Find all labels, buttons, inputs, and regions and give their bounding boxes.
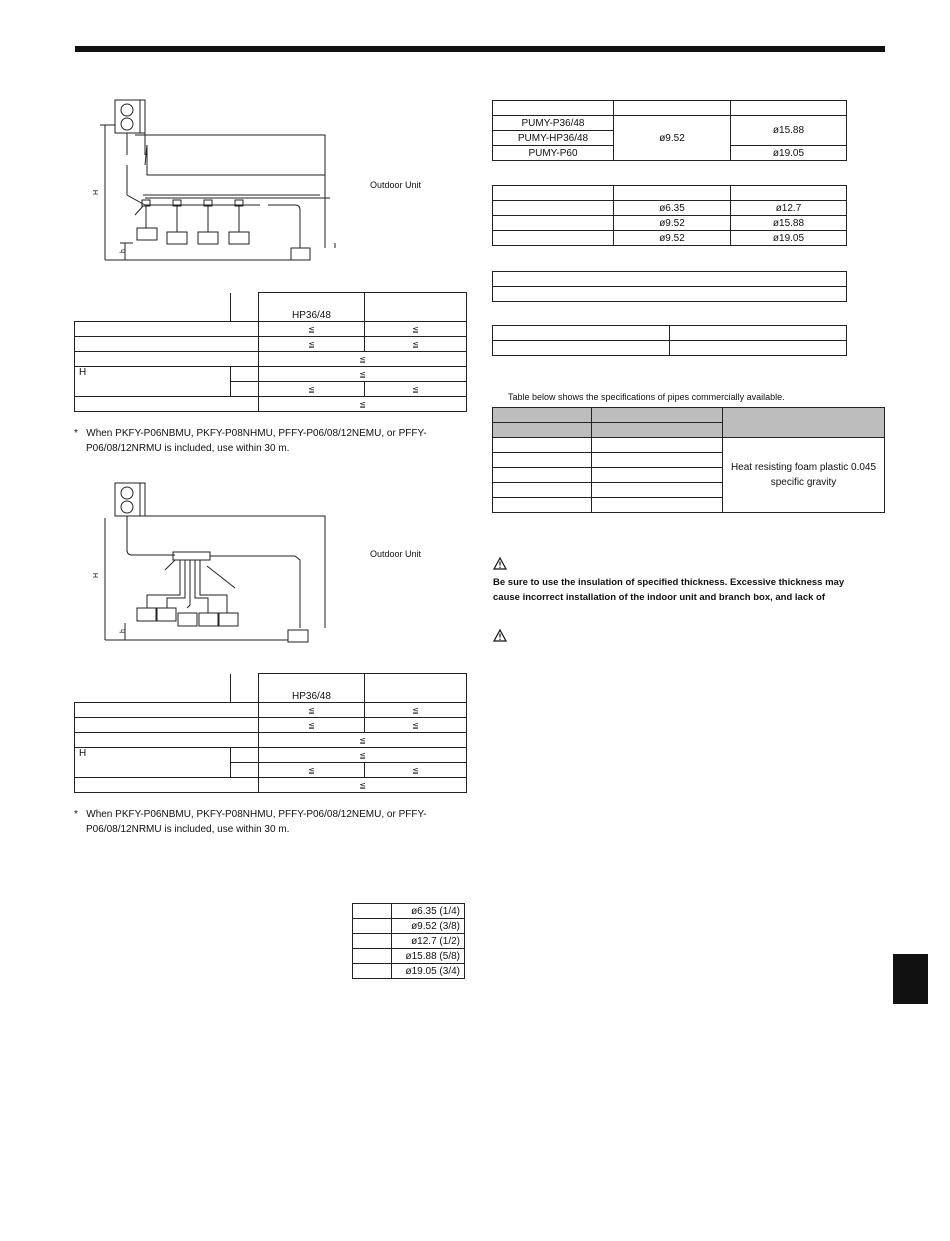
gas-size-cell: ø15.88 bbox=[731, 116, 847, 146]
table-header-cell: HP36/48 bbox=[259, 293, 365, 322]
insulation-text: specific gravity bbox=[770, 477, 837, 488]
small-height-label: h bbox=[120, 629, 127, 633]
le-symbol: ≦ bbox=[259, 322, 365, 337]
le-symbol: ≦ bbox=[259, 382, 365, 397]
spec-intro-text: Table below shows the specifications of pipes commercially available. bbox=[508, 392, 785, 402]
footnote-line: When PKFY-P06NBMU, PKFY-P08NHMU, PFFY-P06/08/12NEMU, or PFFY- bbox=[86, 809, 427, 820]
liquid-size-cell: ø6.35 bbox=[614, 201, 731, 216]
table-header-cell: HP36/48 bbox=[259, 674, 365, 703]
le-symbol: ≦ bbox=[364, 718, 466, 733]
insulation-spec-table bbox=[492, 407, 885, 513]
outdoor-unit-label: Outdoor Unit bbox=[370, 180, 422, 190]
warning-icon bbox=[493, 629, 507, 642]
le-symbol: ≦ bbox=[259, 337, 365, 352]
height-row-label: H bbox=[75, 367, 231, 397]
le-symbol: ≦ bbox=[259, 397, 467, 412]
height-label: H bbox=[93, 189, 100, 195]
gas-size-cell: ø19.05 bbox=[731, 231, 847, 246]
caution-line: Be sure to use the insulation of specified thickness. Excessive thickness may bbox=[493, 577, 845, 588]
le-symbol: ≦ bbox=[364, 382, 466, 397]
gas-size-cell: ø12.7 bbox=[731, 201, 847, 216]
le-symbol: ≦ bbox=[364, 337, 466, 352]
piping-length-table-2 bbox=[74, 673, 467, 793]
le-symbol: ≦ bbox=[259, 778, 467, 793]
blank-table-b bbox=[492, 325, 847, 356]
piping-length-table-1 bbox=[74, 292, 467, 412]
caution-text bbox=[493, 575, 885, 605]
liquid-size-cell: ø9.52 bbox=[614, 116, 731, 161]
model-cell: PUMY-P60 bbox=[493, 146, 614, 161]
le-symbol: ≦ bbox=[259, 703, 365, 718]
pipe-size-table bbox=[352, 903, 465, 979]
pipe-size-cell: ø12.7 (1/2) bbox=[392, 934, 465, 949]
pipe-size-cell: ø19.05 (3/4) bbox=[392, 964, 465, 979]
le-symbol: ≦ bbox=[259, 748, 467, 763]
le-symbol: ≦ bbox=[364, 322, 466, 337]
height-row-label: H bbox=[75, 748, 231, 778]
footnote-mark: * bbox=[74, 428, 78, 439]
le-symbol: ≦ bbox=[259, 733, 467, 748]
branch-size-table bbox=[492, 185, 847, 246]
footnote-line: P06/08/12NRMU is included, use within 30 m. bbox=[86, 443, 290, 454]
small-height-label: h bbox=[120, 249, 127, 253]
model-pipe-table bbox=[492, 100, 847, 161]
footnote-line: P06/08/12NRMU is included, use within 30 m. bbox=[86, 824, 290, 835]
le-symbol: ≦ bbox=[364, 703, 466, 718]
pipe-size-cell: ø15.88 (5/8) bbox=[392, 949, 465, 964]
le-symbol: ≦ bbox=[259, 367, 467, 382]
model-cell: PUMY-P36/48 bbox=[493, 116, 614, 131]
pipe-size-cell: ø6.35 (1/4) bbox=[392, 904, 465, 919]
model-cell: PUMY-HP36/48 bbox=[493, 131, 614, 146]
footnote-line: When PKFY-P06NBMU, PKFY-P08NHMU, PFFY-P06/08/12NEMU, or PFFY- bbox=[86, 428, 427, 439]
blank-table-a bbox=[492, 271, 847, 302]
footnote-mark: * bbox=[74, 809, 78, 820]
branch-box-diagram bbox=[95, 480, 445, 650]
header-rule bbox=[75, 46, 885, 52]
footnote-2 bbox=[74, 807, 464, 837]
height-label: H bbox=[93, 572, 100, 578]
caution-line: cause incorrect installation of the indoor unit and branch box, and lack of bbox=[493, 592, 826, 603]
le-symbol: ≦ bbox=[259, 718, 365, 733]
liquid-size-cell: ø9.52 bbox=[614, 216, 731, 231]
liquid-size-cell: ø9.52 bbox=[614, 231, 731, 246]
le-symbol: ≦ bbox=[259, 352, 467, 367]
gas-size-cell: ø15.88 bbox=[731, 216, 847, 231]
gas-size-cell: ø19.05 bbox=[731, 146, 847, 161]
le-symbol: ≦ bbox=[364, 763, 466, 778]
footnote-1 bbox=[74, 426, 464, 456]
pipe-size-cell: ø9.52 (3/8) bbox=[392, 919, 465, 934]
section-tab bbox=[893, 954, 928, 1004]
warning-icon bbox=[493, 557, 507, 570]
insulation-text: Heat resisting foam plastic 0.045 bbox=[730, 462, 877, 473]
outdoor-unit-label: Outdoor Unit bbox=[370, 549, 422, 559]
le-symbol: ≦ bbox=[259, 763, 365, 778]
